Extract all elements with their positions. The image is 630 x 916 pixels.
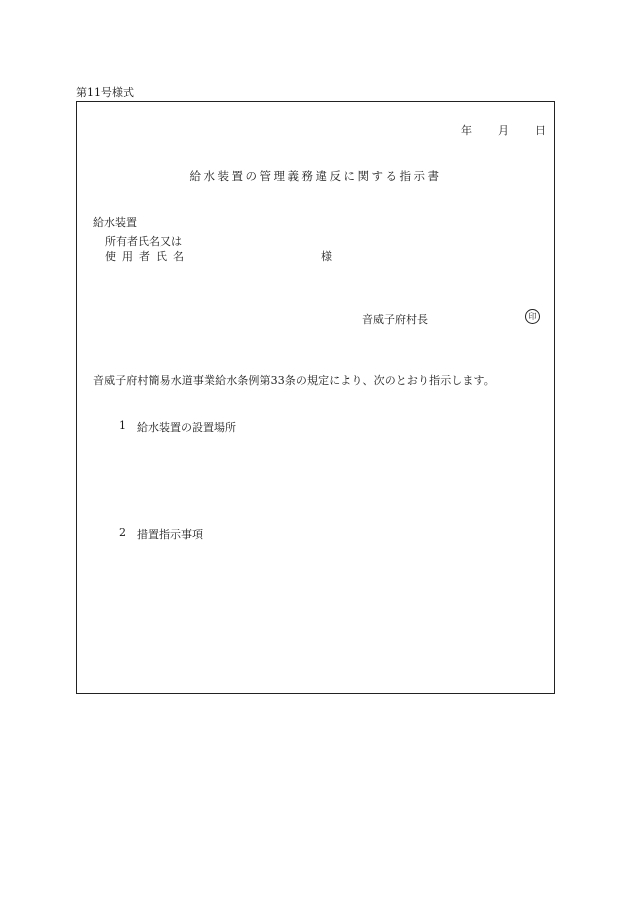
date-year-label: 年 [461,124,472,137]
body-text: 音威子府村簡易水道事業給水条例第33条の規定により、次のとおり指示します。 [93,374,495,387]
item-label-location: 給水装置の設置場所 [137,421,236,434]
user-label: 使用者氏名 [105,250,190,263]
item-number: 1 [119,419,126,432]
document-frame [76,101,555,694]
date-month-label: 月 [498,124,509,137]
form-number: 第11号様式 [76,86,134,99]
seal-mark: 印 [525,309,540,324]
issuer-name: 音威子府村長 [362,313,428,326]
date-row [461,122,546,138]
device-label: 給水装置 [93,216,137,229]
date-day-label: 日 [535,124,546,137]
item-number: 2 [119,526,126,539]
owner-label: 所有者氏名又は [105,235,182,248]
item-label-measures: 措置指示事項 [137,528,203,541]
honorific: 様 [321,250,332,263]
document-title: 給水装置の管理義務違反に関する指示書 [189,169,442,183]
